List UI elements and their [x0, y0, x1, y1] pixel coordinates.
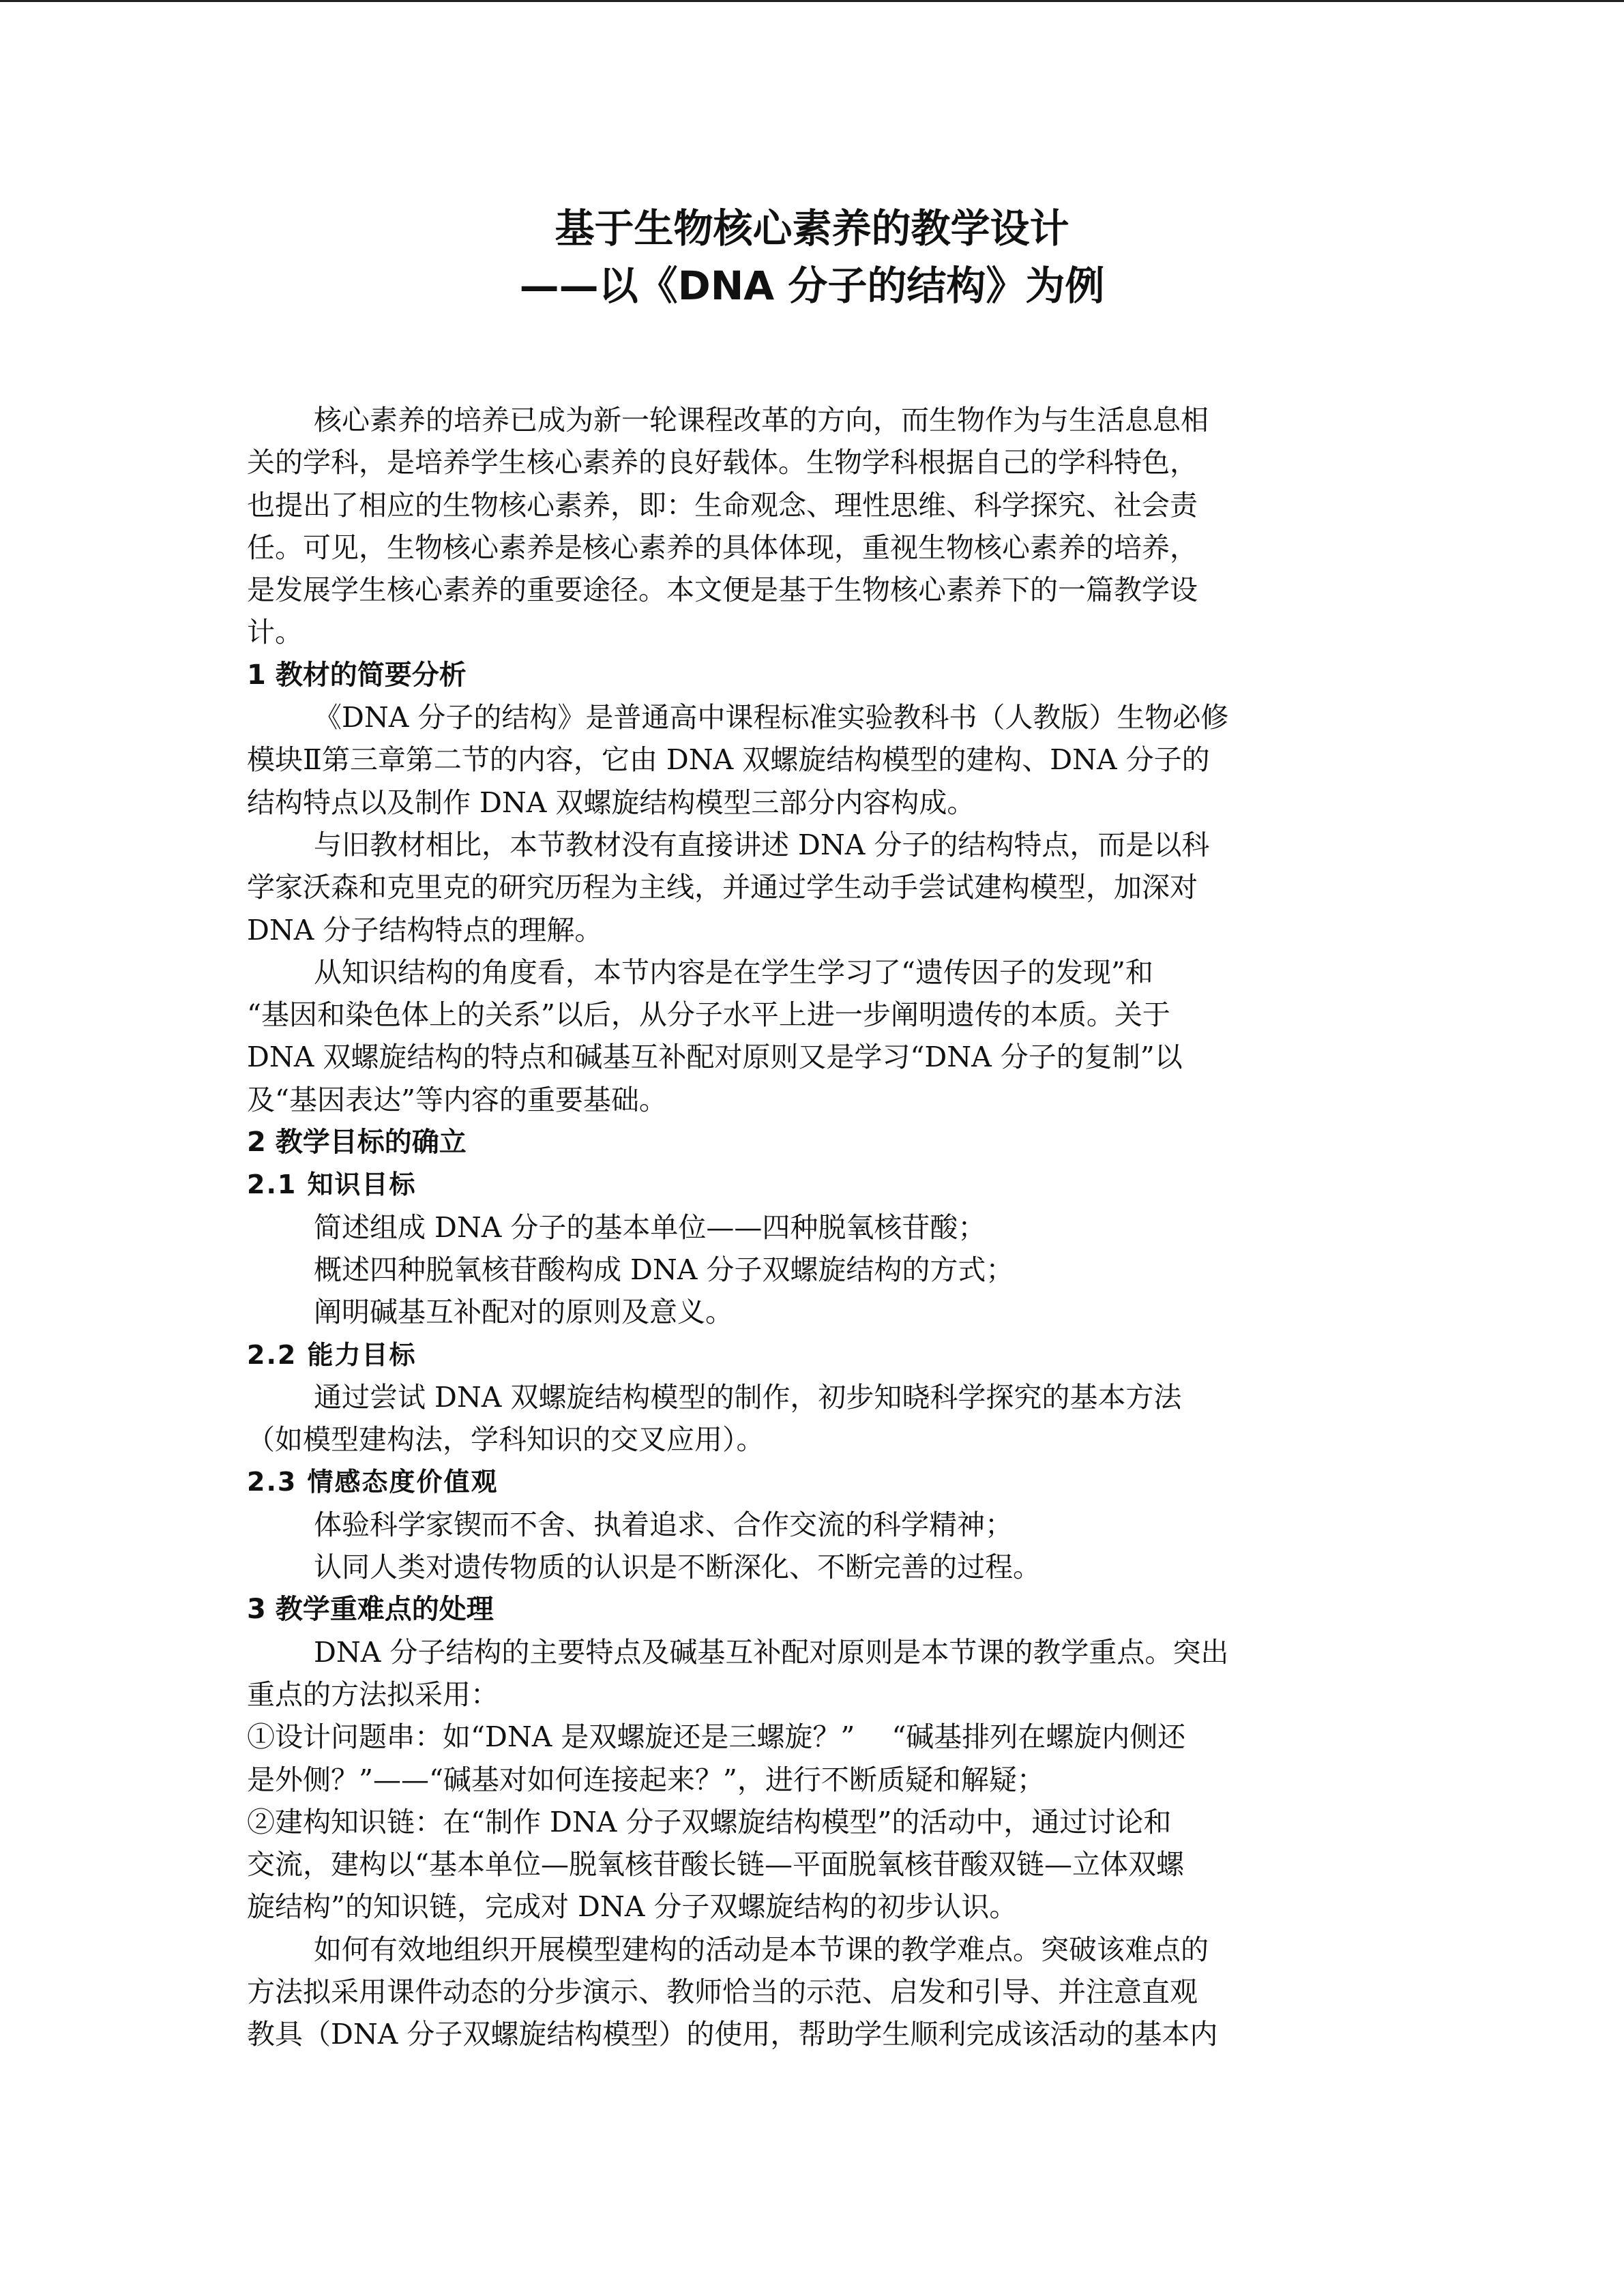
section1-paragraph-3 — [247, 951, 1381, 1121]
text-line: 任。可见，生物核心素养是核心素养的具体体现，重视生物核心素养的培养， — [247, 531, 1198, 564]
text-line: DNA 双螺旋结构的特点和碱基互补配对原则又是学习“DNA 分子的复制”以 — [247, 1041, 1183, 1074]
section-heading-1: 1 教材的简要分析 — [247, 659, 467, 691]
section3-item-1 — [247, 1716, 1381, 1801]
attitude-goals-list — [247, 1504, 1381, 1589]
text-line: “基因和染色体上的关系”以后，从分子水平上进一步阐明遗传的本质。关于 — [247, 998, 1170, 1032]
title-subtitle: ——以《DNA 分子的结构》为例 — [519, 263, 1105, 309]
text-line: 学家沃森和克里克的研究历程为主线，并通过学生动手尝试建构模型，加深对 — [247, 871, 1198, 904]
section-heading-3: 3 教学重难点的处理 — [247, 1594, 494, 1626]
text-line: 关的学科，是培养学生核心素养的良好载体。生物学科根据自己的学科特色， — [247, 446, 1198, 479]
text-line: ①设计问题串：如“DNA 是双螺旋还是三螺旋？” “碱基排列在螺旋内侧还 — [247, 1720, 1186, 1754]
title-main: 基于生物核心素养的教学设计 — [555, 205, 1069, 252]
text-line: 结构特点以及制作 DNA 双螺旋结构模型三部分内容构成。 — [247, 786, 975, 819]
text-line: 交流，建构以“基本单位—脱氧核苷酸长链—平面脱氧核苷酸双链—立体双螺 — [247, 1848, 1184, 1881]
section3-paragraph-2 — [247, 1928, 1381, 2056]
section-heading-2: 2 教学目标的确立 — [247, 1127, 467, 1159]
list-item: 体验科学家锲而不舍、执着追求、合作交流的科学精神； — [314, 1508, 1013, 1541]
list-item: 简述组成 DNA 分子的基本单位——四种脱氧核苷酸； — [314, 1210, 986, 1244]
subsection-heading-2-1: 2.1 知识目标 — [247, 1169, 417, 1200]
text-line: 方法拟采用课件动态的分步演示、教师恰当的示范、启发和引导、并注意直观 — [247, 1975, 1198, 2008]
text-line: 旋结构”的知识链，完成对 DNA 分子双螺旋结构的初步认识。 — [247, 1890, 1018, 1924]
text-line: 从知识结构的角度看，本节内容是在学生学习了“遗传因子的发现”和 — [314, 955, 1153, 989]
document-body — [247, 399, 1381, 2056]
text-line: 模块Ⅱ第三章第二节的内容，它由 DNA 双螺旋结构模型的建构、DNA 分子的 — [247, 743, 1210, 777]
text-line: 核心素养的培养已成为新一轮课程改革的方向，而生物作为与生活息息相 — [314, 404, 1209, 436]
section3-item-2 — [247, 1801, 1381, 1928]
text-line: 与旧教材相比，本节教材没有直接讲述 DNA 分子的结构特点，而是以科 — [314, 828, 1210, 861]
ability-goals-paragraph — [247, 1376, 1381, 1461]
text-line: ②建构知识链：在“制作 DNA 分子双螺旋结构模型”的活动中，通过讨论和 — [247, 1805, 1172, 1838]
text-line: DNA 分子结构特点的理解。 — [247, 913, 603, 946]
knowledge-goals-list — [247, 1206, 1381, 1334]
text-line: 《DNA 分子的结构》是普通高中课程标准实验教科书（人教版）生物必修 — [314, 701, 1229, 734]
text-line: 是发展学生核心素养的重要途径。本文便是基于生物核心素养下的一篇教学设 — [247, 573, 1198, 607]
text-line: 如何有效地组织开展模型建构的活动是本节课的教学难点。突破该难点的 — [314, 1933, 1209, 1966]
text-line: 重点的方法拟采用： — [247, 1678, 499, 1711]
text-line: 及“基因表达”等内容的重要基础。 — [247, 1083, 667, 1116]
text-line: 也提出了相应的生物核心素养，即：生命观念、理性思维、科学探究、社会责 — [247, 488, 1198, 522]
text-line: DNA 分子结构的主要特点及碱基互补配对原则是本节课的教学重点。突出 — [314, 1635, 1229, 1669]
section1-paragraph-1 — [247, 696, 1381, 824]
text-line: 教具（DNA 分子双螺旋结构模型）的使用，帮助学生顺利完成该活动的基本内 — [247, 2018, 1218, 2051]
text-line: 是外侧？”——“碱基对如何连接起来？”，进行不断质疑和解疑； — [247, 1763, 1045, 1796]
list-item: 认同人类对遗传物质的认识是不断深化、不断完善的过程。 — [314, 1551, 1041, 1584]
subsection-heading-2-2: 2.2 能力目标 — [247, 1339, 417, 1370]
section1-paragraph-2 — [247, 824, 1381, 951]
section3-paragraph-1 — [247, 1631, 1381, 1716]
list-item: 阐明碱基互补配对的原则及意义。 — [314, 1296, 733, 1329]
subsection-heading-2-3: 2.3 情感态度价值观 — [247, 1467, 499, 1497]
intro-paragraph — [247, 399, 1381, 654]
document-title — [0, 200, 1624, 314]
text-line: 计。 — [247, 616, 303, 649]
text-line: 通过尝试 DNA 双螺旋结构模型的制作，初步知晓科学探究的基本方法 — [314, 1380, 1182, 1414]
list-item: 概述四种脱氧核苷酸构成 DNA 分子双螺旋结构的方式； — [314, 1253, 1014, 1286]
text-line: （如模型建构法，学科知识的交叉应用）。 — [247, 1423, 765, 1457]
